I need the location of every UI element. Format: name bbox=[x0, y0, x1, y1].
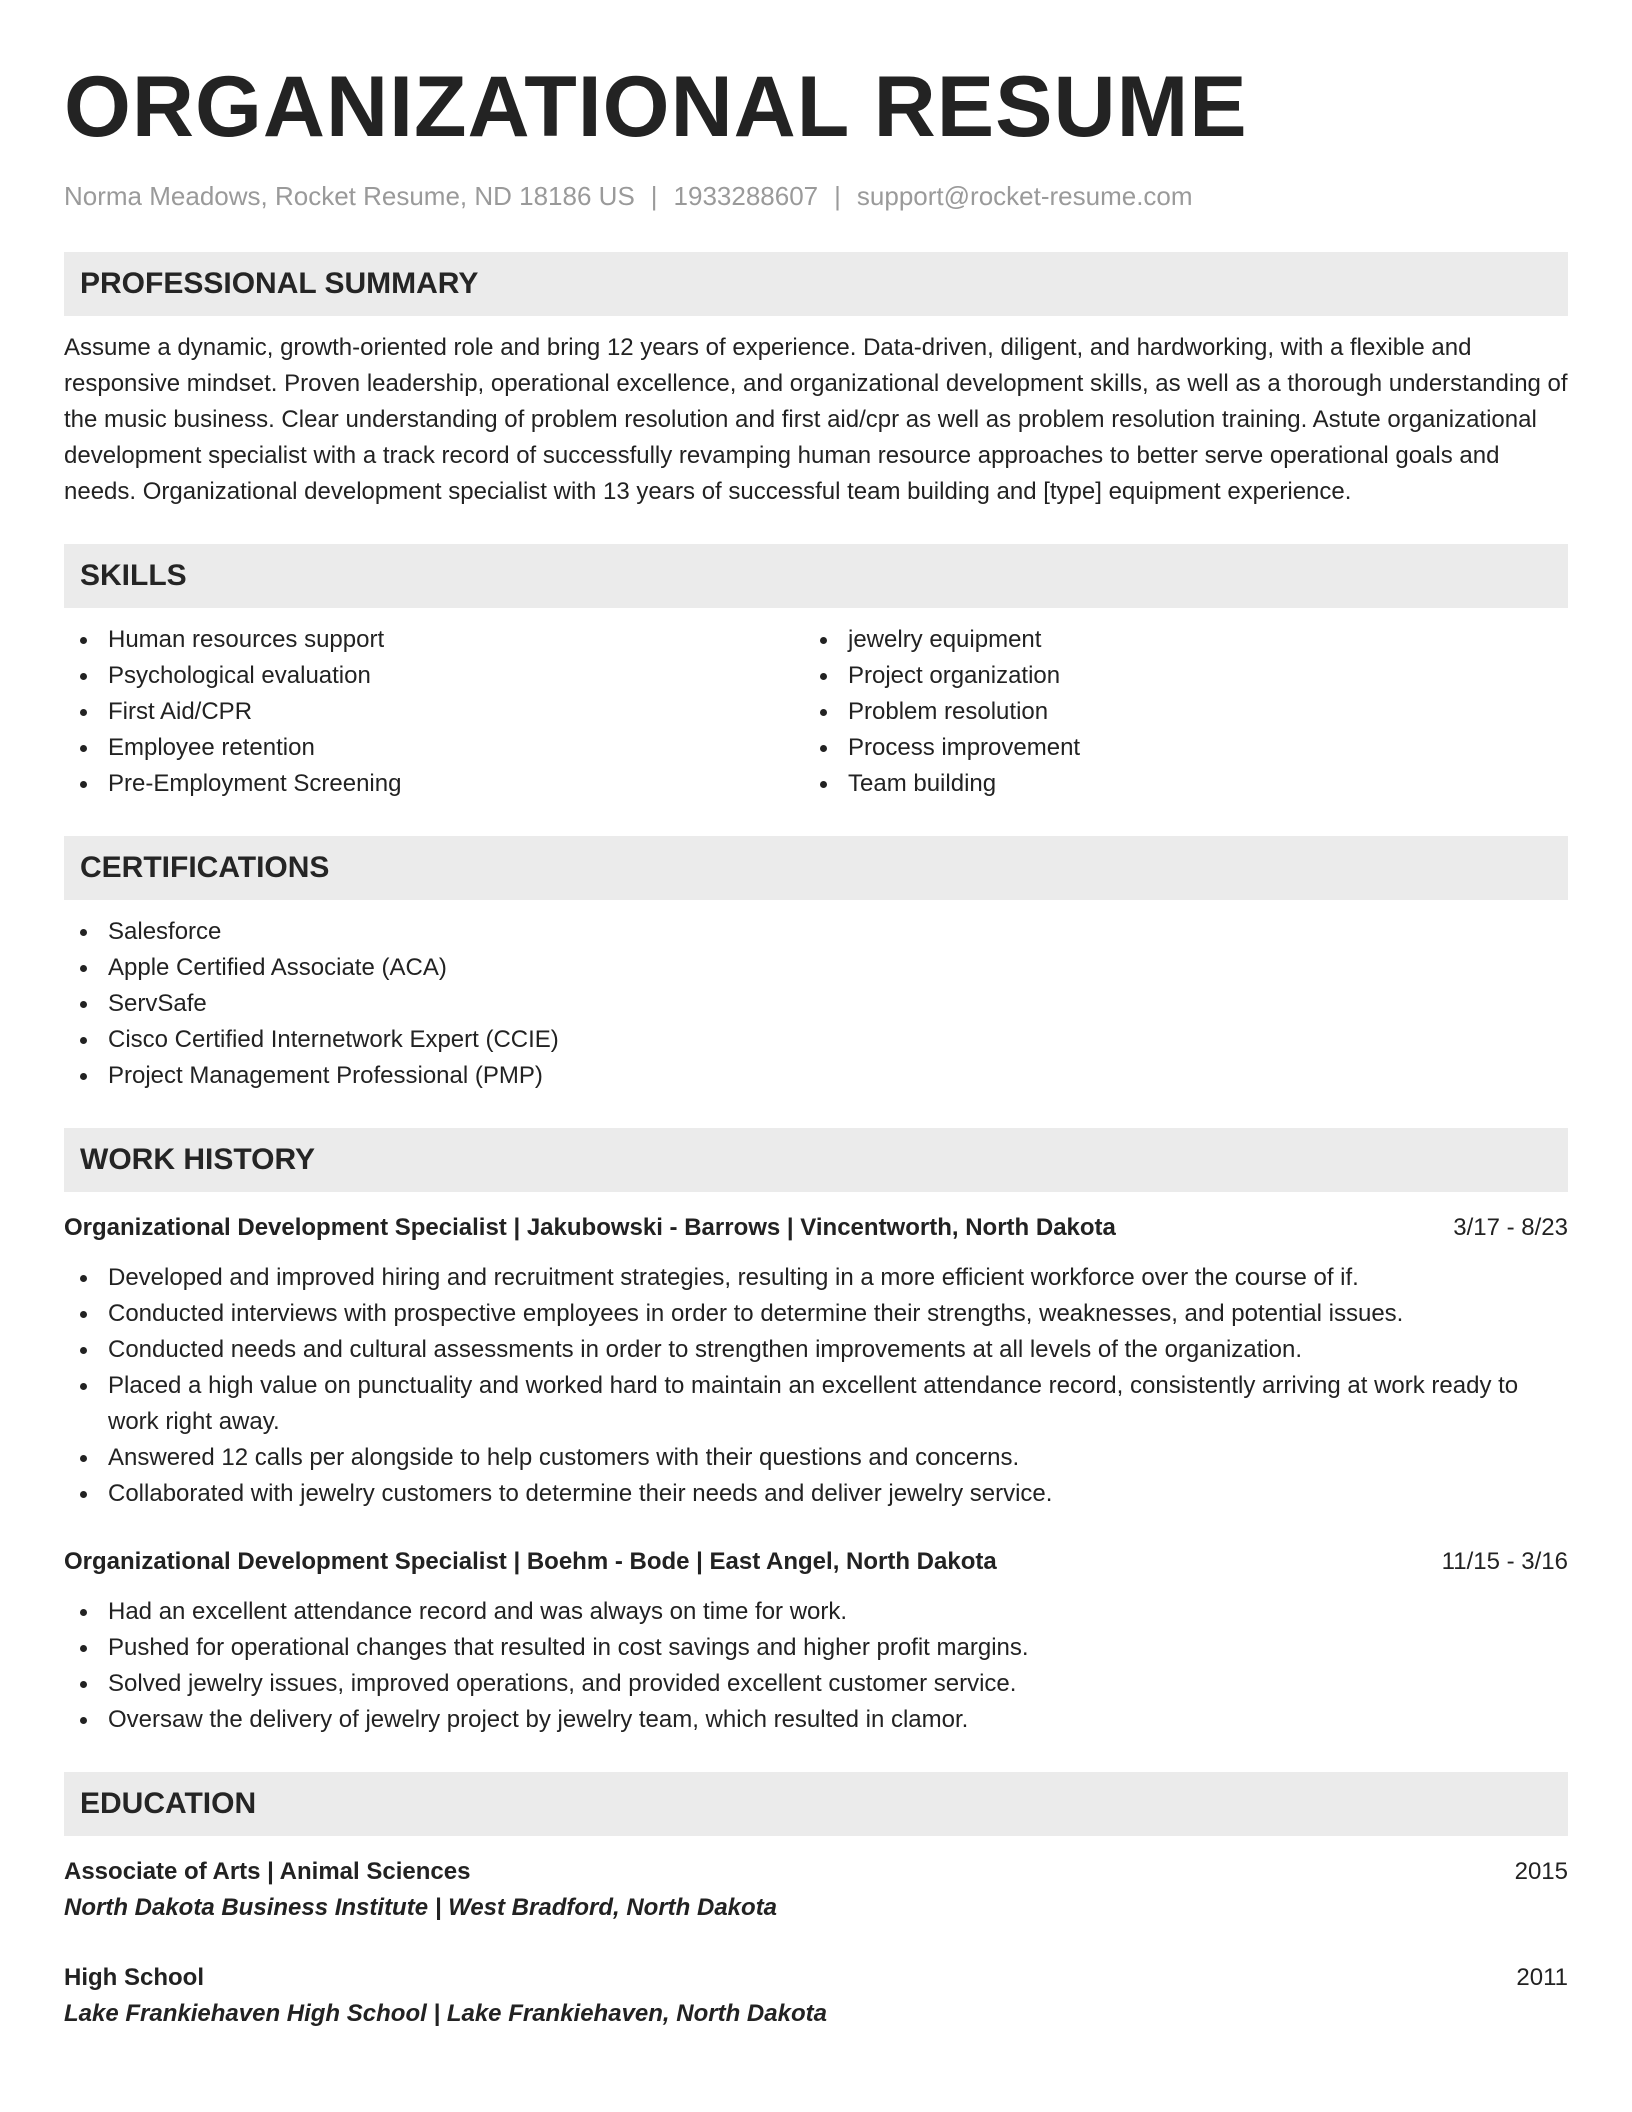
job-header bbox=[64, 1544, 1568, 1580]
list-item: Employee retention bbox=[64, 730, 804, 766]
contact-separator: | bbox=[834, 181, 841, 211]
list-item: Collaborated with jewelry customers to determine their needs and deliver jewelry service. bbox=[64, 1476, 1568, 1512]
certifications-heading: CERTIFICATIONS bbox=[64, 836, 1568, 900]
list-item: Oversaw the delivery of jewelry project by jewelry team, which resulted in clamor. bbox=[64, 1702, 1568, 1738]
list-item: Project Management Professional (PMP) bbox=[64, 1058, 1568, 1094]
list-item: Placed a high value on punctuality and worked hard to maintain an excellent attendance record, consistently arriving at work ready to work right away. bbox=[64, 1368, 1568, 1440]
work-history-heading: WORK HISTORY bbox=[64, 1128, 1568, 1192]
education-header bbox=[64, 1854, 1568, 1890]
contact-phone: 1933288607 bbox=[673, 181, 819, 211]
list-item: Pushed for operational changes that resulted in cost savings and higher profit margins. bbox=[64, 1630, 1568, 1666]
job-header bbox=[64, 1210, 1568, 1246]
skills-right-list bbox=[804, 622, 1544, 802]
list-item: Cisco Certified Internetwork Expert (CCIE) bbox=[64, 1022, 1568, 1058]
list-item: jewelry equipment bbox=[804, 622, 1544, 658]
contact-line bbox=[64, 178, 1568, 214]
list-item: Project organization bbox=[804, 658, 1544, 694]
list-item: Developed and improved hiring and recruitment strategies, resulting in a more efficient workforce over the course of if. bbox=[64, 1260, 1568, 1296]
list-item: Conducted needs and cultural assessments in order to strengthen improvements at all levels of the organization. bbox=[64, 1332, 1568, 1368]
list-item: Answered 12 calls per alongside to help customers with their questions and concerns. bbox=[64, 1440, 1568, 1476]
list-item: ServSafe bbox=[64, 986, 1568, 1022]
certifications-list bbox=[64, 914, 1568, 1094]
list-item: Had an excellent attendance record and was always on time for work. bbox=[64, 1594, 1568, 1630]
list-item: Pre-Employment Screening bbox=[64, 766, 804, 802]
skills-left-list bbox=[64, 622, 804, 802]
job-dates: 11/15 - 3/16 bbox=[1441, 1548, 1568, 1575]
education-entry bbox=[64, 1854, 1568, 1926]
contact-address: Norma Meadows, Rocket Resume, ND 18186 US bbox=[64, 181, 635, 211]
education-year: 2015 bbox=[1514, 1858, 1568, 1885]
job-bullets bbox=[64, 1594, 1568, 1738]
summary-text: Assume a dynamic, growth-oriented role and bring 12 years of experience. Data-driven, diligent, and hardworking, with a flexible and responsive mindset. Proven leadership, operational excellence, and organizational development skills, as well as a thorough understanding of the music business. Clear understanding of problem resolution and first aid/cpr as well as problem resolution training. Astute organizational development specialist with a track record of successfully revamping human resource approaches to better serve operational goals and needs. Organizational development specialist with 13 years of successful team building and [type] equipment experience. bbox=[64, 334, 1568, 505]
list-item: Psychological evaluation bbox=[64, 658, 804, 694]
education-entry bbox=[64, 1960, 1568, 2032]
skills-grid bbox=[64, 622, 1568, 802]
list-item: Solved jewelry issues, improved operations, and provided excellent customer service. bbox=[64, 1666, 1568, 1702]
list-item: First Aid/CPR bbox=[64, 694, 804, 730]
education-header bbox=[64, 1960, 1568, 1996]
list-item: Conducted interviews with prospective employees in order to determine their strengths, weaknesses, and potential issues. bbox=[64, 1296, 1568, 1332]
education-degree: Associate of Arts | Animal Sciences bbox=[64, 1858, 471, 1885]
education-heading: EDUCATION bbox=[64, 1772, 1568, 1836]
job-bullets bbox=[64, 1260, 1568, 1512]
education-school: Lake Frankiehaven High School | Lake Frankiehaven, North Dakota bbox=[64, 2000, 827, 2027]
education-year: 2011 bbox=[1516, 1964, 1568, 1991]
job-title: Organizational Development Specialist | Jakubowski - Barrows | Vincentworth, North Dakota bbox=[64, 1214, 1116, 1241]
summary-heading: PROFESSIONAL SUMMARY bbox=[64, 252, 1568, 316]
list-item: Salesforce bbox=[64, 914, 1568, 950]
list-item: Human resources support bbox=[64, 622, 804, 658]
list-item: Apple Certified Associate (ACA) bbox=[64, 950, 1568, 986]
job-dates: 3/17 - 8/23 bbox=[1453, 1214, 1568, 1241]
resume-title: ORGANIZATIONAL RESUME bbox=[64, 59, 1248, 155]
job-entry bbox=[64, 1544, 1568, 1738]
education-school: North Dakota Business Institute | West Bradford, North Dakota bbox=[64, 1894, 778, 1921]
list-item: Process improvement bbox=[804, 730, 1544, 766]
contact-separator: | bbox=[650, 181, 658, 211]
skills-heading: SKILLS bbox=[64, 544, 1568, 608]
list-item: Team building bbox=[804, 766, 1544, 802]
job-entry bbox=[64, 1210, 1568, 1512]
contact-email[interactable]: support@rocket-resume.com bbox=[856, 181, 1193, 211]
job-title: Organizational Development Specialist | Boehm - Bode | East Angel, North Dakota bbox=[64, 1548, 997, 1575]
list-item: Problem resolution bbox=[804, 694, 1544, 730]
education-degree: High School bbox=[64, 1964, 204, 1991]
